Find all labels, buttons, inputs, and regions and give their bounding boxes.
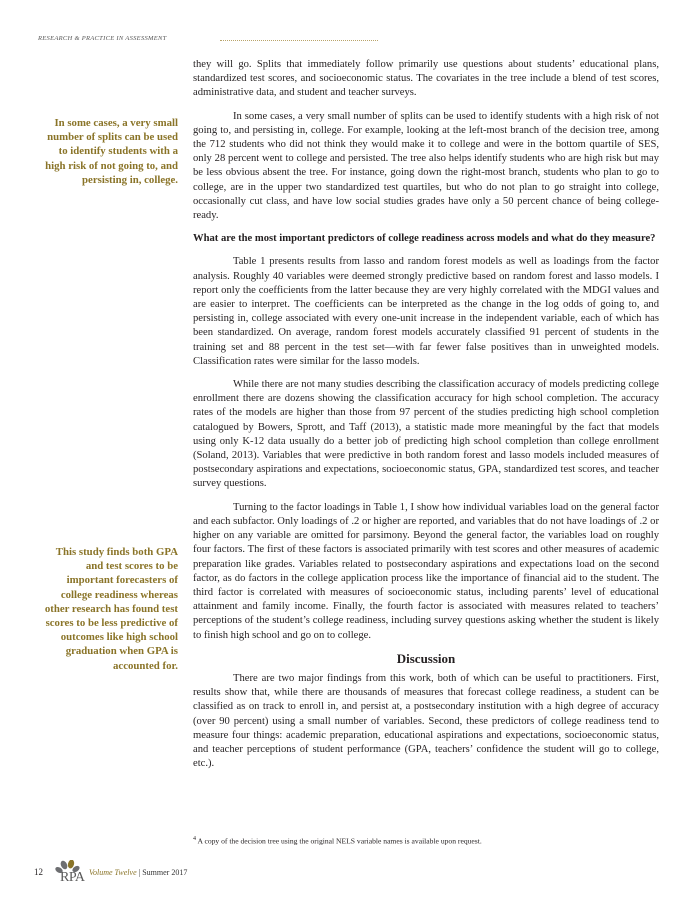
- footer-issue: [89, 868, 187, 877]
- section-question: What are the most important predictors of college readiness across models and what do they measure?: [193, 233, 656, 245]
- footnote-marker: 4: [193, 836, 196, 842]
- main-column: [193, 58, 659, 780]
- paragraph-factor-loadings: Turning to the factor loadings in Table 1, I show how individual variables load on the general factor and each subfactor. Only loadings of .2 or higher are reported, and variables that do not have loadings of .2 or higher on any variable are omitted for parsimony. Beyond the general factor, the variables load on roughly four factors. The first of these factors is associated primarily with test scores and other measures of academic preparation like grades. Variables related to postsecondary aspirations and expectations load on the second factor, as do factors in the college application process like the importance of financial aid to the student. The third factor is correlated with measures of socioeconomic status, including parents’ level of educational attainment and family income. Finally, the fourth factor is associated with measures related to teachers’ perceptions of the student’s college readiness, including survey questions asking whether the student is likely to finish high school and go on to college.: [193, 501, 659, 641]
- issue-date: Summer 2017: [142, 868, 188, 877]
- footnote: [193, 836, 482, 846]
- header-dotted-rule: [220, 40, 378, 41]
- footnote-text: A copy of the decision tree using the original NELS variable names is available upon request.: [196, 836, 482, 846]
- rpa-logo: [50, 860, 90, 886]
- paragraph-discussion: There are two major findings from this work, both of which can be useful to practitioners. First, results show that, while there are thousands of measures that forecast college readiness, a student can be classified as on track to enroll in, and persist at, a postsecondary institution with a high degree of accuracy (over 90 percent) using a small number of variables. Second, these predictors of college readiness tend to measure four things: academic preparation, educational aspirations and expectations, socioeconomic status, and teacher perceptions of student performance (GPA, teachers’ confidence the student will go to college, etc.).: [193, 672, 659, 770]
- sidenote-gpa-test-scores: This study finds both GPA and test scores to be important forecasters of college readiness whereas other research has found test scores to be less predictive of outcomes like high school graduation when GPA is accounted for.: [44, 546, 178, 672]
- running-header: [38, 34, 358, 46]
- paragraph-continuation: they will go. Splits that immediately follow primarily use questions about students’ educational plans, standardized test scores, and socioeconomic status. The covariates in the tree include a blend of test scores, administrative data, and student and teacher surveys.: [193, 59, 659, 99]
- paragraph-classification: While there are not many studies describing the classification accuracy of models predicting college enrollment there are dozens showing the classification accuracy for high school completion. The accuracy rates of the models are higher than those from 97 percent of the studies predicting high school completion catalogued by Bowers, Sprott, and Taff (2013), a statistic made more meaningful by the fact that models using only K-12 data usually do a better job of predicting high school completion than college enrollment (Soland, 2013). Variables that were predictive in both random forest and lasso models included measures of postsecondary aspirations and expectations, socioeconomic status, GPA, standardized test scores, and teacher survey questions.: [193, 379, 659, 490]
- volume-label: Volume Twelve: [89, 868, 137, 877]
- paragraph-table1: Table 1 presents results from lasso and random forest models as well as loadings from the factor analysis. Roughly 40 variables were deemed strongly predictive based on random forest and lasso models. I report only the coefficients from the latter because they are very highly correlated with the MDGI values and are easier to interpret. The coefficients can be interpreted as the change in the log odds of going to, and persisting in, college associated with every one-unit increase in the independent variable, each of which has been standardized. On average, random forest models accurately classified 91 percent of students in the training set and 88 percent in the test set—with far fewer false positives than in unweighted models. Classification rates were similar for the lasso models.: [193, 256, 659, 367]
- running-title: RESEARCH & PRACTICE IN ASSESSMENT: [38, 35, 167, 42]
- paragraph-splits: In some cases, a very small number of splits can be used to identify students with a high risk of not going to, and persisting in, college. For example, looking at the left-most branch of the decision tree, among the 712 students who did not think they would make it to college and were in the bottom quartile of SES, only 28 percent went to college and persisted. The tree also helps identify students who are high risk but may be less obvious absent the tree. For instance, going down the right-most branch, students who plan to go to college, are in the upper two standardized test quartiles, but who do not plan to go straight into college, occasionally cut class, and have low social studies grades have only a 50 percent chance of being college-ready.: [193, 110, 659, 222]
- footer-separator: |: [136, 868, 143, 877]
- sidenote-splits: In some cases, a very small number of splits can be used to identify students with a high risk of not going to, and persisting in, college.: [45, 117, 178, 186]
- logo-text: RPA: [60, 870, 85, 885]
- page-number: 12: [34, 867, 43, 877]
- discussion-heading: Discussion: [396, 650, 456, 666]
- page-footer: [34, 860, 294, 884]
